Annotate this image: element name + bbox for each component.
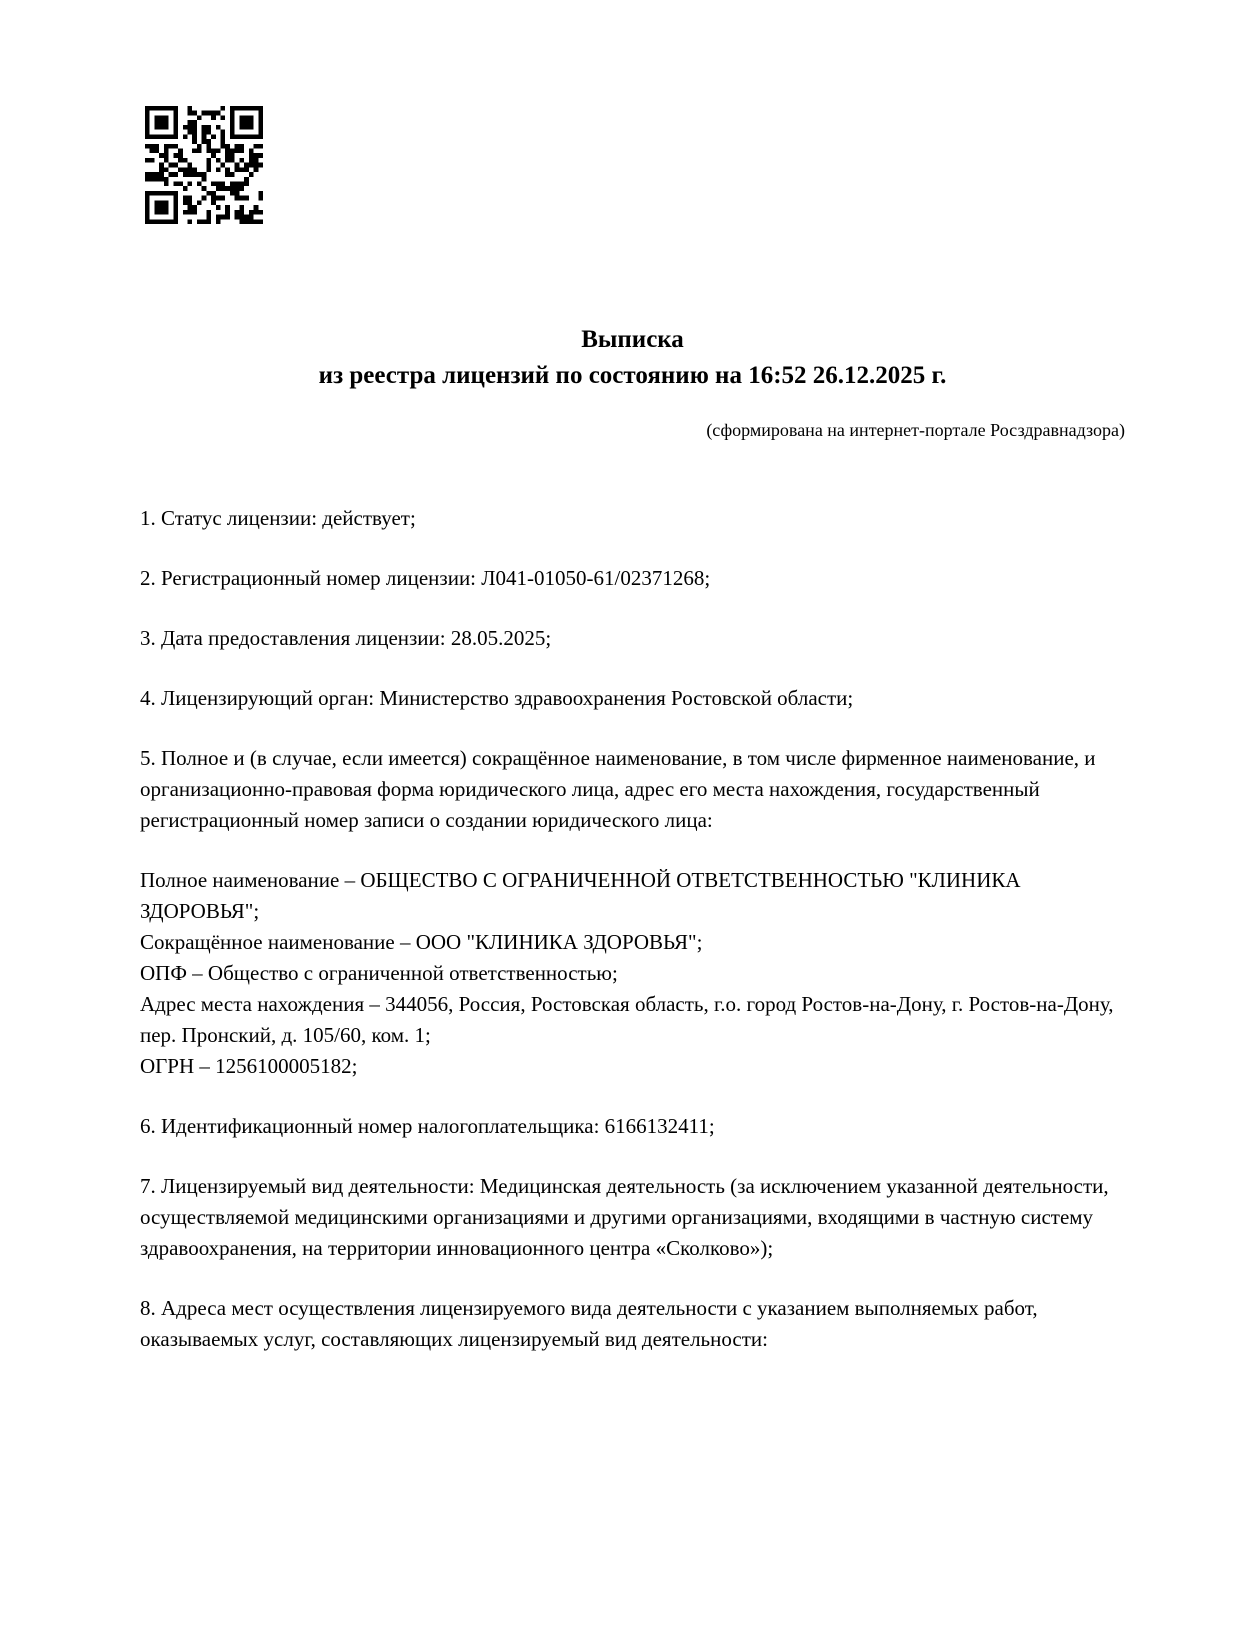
document-title-line1: Выписка [581,326,684,353]
document-title-line2: из реестра лицензий по состоянию на 16:52 26.12.2025 г. [318,362,947,389]
generated-note: (сформирована на интернет-портале Росздравнадзора) [706,420,1125,440]
licensing-authority: 4. Лицензирующий орган: Министерство здравоохранения Ростовской области; [140,686,854,710]
organization-details [140,865,1125,1082]
org-legal-form: ОПФ – Общество с ограниченной ответственностью; [140,961,618,985]
license-grant-date: 3. Дата предоставления лицензии: 28.05.2025; [140,626,552,650]
org-ogrn: ОГРН – 1256100005182; [140,1054,358,1078]
document-content [140,0,1125,1355]
license-registration-number: 2. Регистрационный номер лицензии: Л041-01050-61/02371268; [140,566,711,590]
license-status: 1. Статус лицензии: действует; [140,506,416,530]
taxpayer-inn: 6. Идентификационный номер налогоплательщика: 6166132411; [140,1114,715,1138]
org-full-name: Полное наименование – ОБЩЕСТВО С ОГРАНИЧЕННОЙ ОТВЕТСТВЕННОСТЬЮ "КЛИНИКА ЗДОРОВЬЯ"; [140,868,1021,923]
org-short-name: Сокращённое наименование – ООО "КЛИНИКА ЗДОРОВЬЯ"; [140,930,703,954]
org-address: Адрес места нахождения – 344056, Россия, Ростовская область, г.о. город Ростов-на-Дону, г. Ростов-на-Дону, пер. Пронский, д. 105/60, ком. 1; [140,992,1114,1047]
licensed-activity-type: 7. Лицензируемый вид деятельности: Медицинская деятельность (за исключением указанной деятельности, осуществляемой медицинскими организациями и другими организациями, входящими в частную систему здравоохранения, на территории инновационного центра «Сколково»); [140,1174,1109,1260]
activity-addresses-heading: 8. Адреса мест осуществления лицензируемого вида деятельности с указанием выполняемых работ, оказываемых услуг, составляющих лицензируемый вид деятельности: [140,1296,1038,1351]
org-info-heading: 5. Полное и (в случае, если имеется) сокращённое наименование, в том числе фирменное наименование, и организационно-правовая форма юридического лица, адрес его места нахождения, государственный регистрационный номер записи о создании юридического лица: [140,746,1096,832]
document-title [140,322,1125,394]
